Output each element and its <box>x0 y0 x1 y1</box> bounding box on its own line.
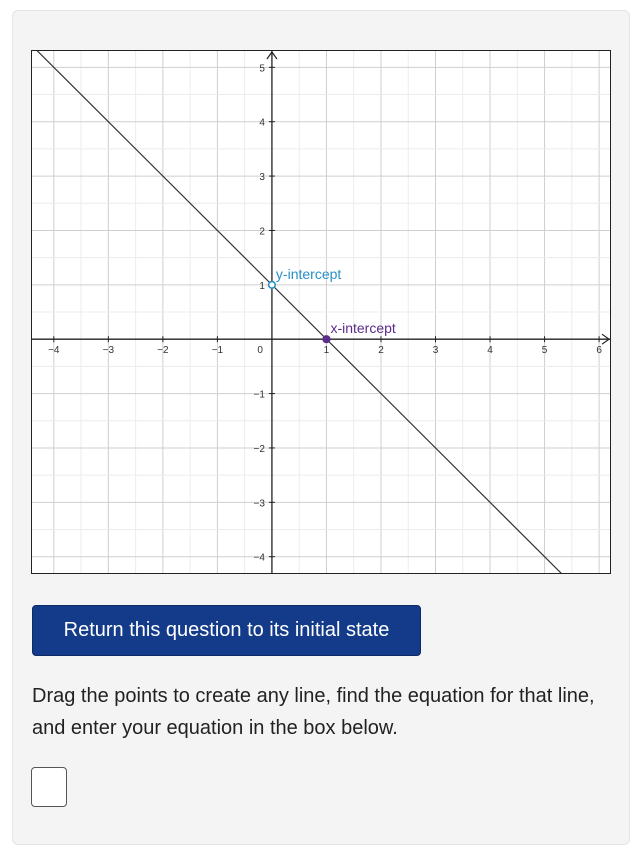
x-tick-label: 1 <box>323 345 330 357</box>
y-intercept-label: y-intercept <box>275 265 342 282</box>
y-tick-label: −2 <box>253 443 265 455</box>
reset-question-button[interactable]: Return this question to its initial state <box>32 605 421 656</box>
x-intercept-label: x-intercept <box>330 320 396 337</box>
origin-label: 0 <box>257 345 263 357</box>
y-tick-label: 2 <box>259 226 265 238</box>
x-tick-label: 5 <box>541 345 548 357</box>
y-tick-label: 4 <box>259 117 265 129</box>
graph-panel[interactable] <box>31 50 611 574</box>
x-tick-label: 3 <box>432 345 439 357</box>
question-prompt: Drag the points to create any line, find the equation for that line, and enter your equation in the box below. <box>32 685 595 739</box>
y-tick-label: −3 <box>253 498 265 510</box>
x-intercept-point[interactable] <box>323 336 330 343</box>
x-tick-label: −2 <box>157 345 169 357</box>
y-tick-label: −1 <box>253 389 265 401</box>
equation-answer-input[interactable] <box>31 767 67 807</box>
x-tick-label: 4 <box>487 345 493 357</box>
y-intercept-point[interactable] <box>269 282 276 289</box>
y-tick-label: 3 <box>259 172 265 184</box>
x-tick-label: −4 <box>48 345 60 357</box>
x-tick-label: 2 <box>378 345 384 357</box>
coordinate-plane[interactable] <box>32 51 610 573</box>
y-tick-label: 1 <box>259 280 265 292</box>
x-tick-label: 6 <box>596 345 602 357</box>
y-tick-label: 5 <box>259 63 265 75</box>
y-tick-label: −4 <box>253 552 265 564</box>
x-tick-label: −3 <box>102 345 115 357</box>
x-tick-label: −1 <box>211 345 224 357</box>
